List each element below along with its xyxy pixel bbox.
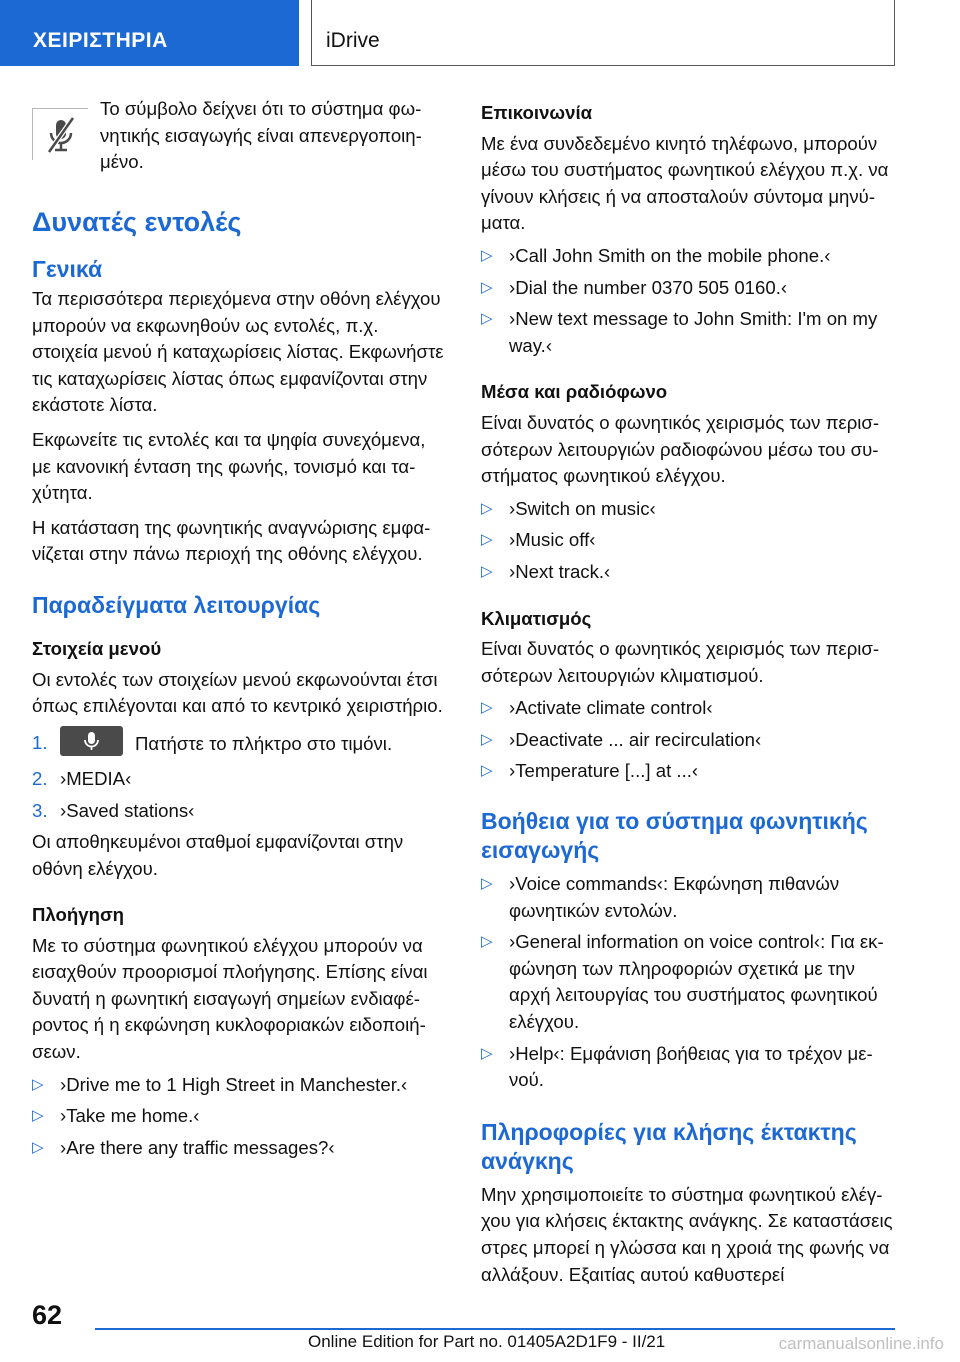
general-paragraph-2: Εκφωνείτε τις εντολές και τα ψηφία συνεχόμενα, με κανονική ένταση της φωνής, τονισμό και ταχύτητα. [32,428,426,504]
footer-rule [95,1328,895,1330]
footer-edition: Online Edition for Part no. 01405A2D1F9 - II/21 [308,1332,666,1351]
step-text: ›Saved stations‹ [60,800,195,822]
list-item [481,496,895,523]
bullet-triangle-icon: ▷ [481,933,493,951]
list-item [32,1135,446,1162]
list-item [32,1072,446,1099]
watermark: carmanualsonline.info [778,1334,944,1353]
list-item-text: ›Activate climate control‹ [509,697,713,719]
heading-climate: Κλιματισμός [481,607,592,629]
step-number: 2. [32,767,48,789]
heading-menu-items: Στοιχεία μενού [32,637,162,659]
list-item-text: ›Next track.‹ [509,560,611,582]
bullet-triangle-icon: ▷ [32,1107,44,1125]
list-item-text: ›Are there any traffic messages?‹ [60,1136,335,1158]
communication-paragraph: Με ένα συνδεδεμένο κινητό τηλέφωνο, μπορούν μέσω του συστήματος φωνητικού ελέγχου π.χ. να γίνουν κλήσεις ή να αποσταλούν σύντομα μηνύματα. [481,132,889,234]
chapter-title: iDrive [326,29,380,52]
list-item-text: ›New text message to John Smith: I'm on my way.‹ [509,308,878,356]
heading-communication: Επικοινωνία [481,102,593,123]
steering-wheel-mic-button [60,726,123,756]
mic-off-text: Το σύμβολο δείχνει ότι το σύστημα φωνητικής εισαγωγής είναι απενεργοποιημένο. [100,98,422,173]
list-item-text: ›Music off‹ [509,529,596,551]
help-commands [481,871,895,1094]
list-item [481,758,895,785]
bullet-triangle-icon: ▷ [481,531,493,549]
step-item [32,766,446,793]
list-item [481,1041,895,1094]
list-item-text: ›Call John Smith on the mobile phone.‹ [509,244,831,266]
stations-paragraph: Οι αποθηκευμένοι σταθμοί εμφανίζονται στην οθόνη ελέγχου. [32,830,404,879]
climate-paragraph: Είναι δυνατός ο φωνητικός χειρισμός των περισσότερων λειτουργιών κλιματισμού. [481,638,880,686]
bullet-triangle-icon: ▷ [481,562,493,580]
list-item [481,275,895,302]
bullet-triangle-icon: ▷ [481,310,493,328]
general-paragraph-3: Η κατάσταση της φωνητικής αναγνώρισης εμφανίζεται στην πάνω περιοχή της οθόνης ελέγχου. [32,516,431,565]
page-header [0,0,960,66]
bullet-triangle-icon: ▷ [481,246,493,264]
media-paragraph: Είναι δυνατός ο φωνητικός χειρισμός των περισσότερων λειτουργιών ραδιοφώνου μέσω του συστήματος φωνητικού ελέγχου. [481,411,880,487]
bullet-triangle-icon: ▷ [481,1044,493,1062]
navigation-commands [32,1072,446,1162]
communication-commands [481,243,895,359]
step-text: Πατήστε το πλήκτρο στο τιμόνι. [135,732,393,754]
general-paragraph-1: Τα περισσότερα περιεχόμενα στην οθόνη ελέγχου μπορούν να εκφωνηθούν ως εντολές, π.χ. στοιχεία μενού ή καταχωρίσεις λίστας. Εκφωνήστε τις καταχωρίσεις λίστας όπως εμφανίζονται στην εκάστοτε λίστα. [32,288,444,416]
heading-examples: Παραδείγματα λειτουργίας [32,591,321,618]
list-item-text: ›Drive me to 1 High Street in Manchester.‹ [60,1073,408,1095]
heading-emergency-info: Πληροφορίες για κλήσης έκτακτης ανάγκης [481,1118,857,1174]
bullet-triangle-icon: ▷ [481,762,493,780]
navigation-paragraph: Με το σύστημα φωνητικού ελέγχου μπορούν να εισαχθούν προορισμοί πλοήγησης. Επίσης είναι δυνατή η φωνητική εισαγωγή σημείων ενδιαφέροντος ή η εκφώνηση κυκλοφοριακών ειδοποιήσεων. [32,934,428,1063]
list-item [481,695,895,722]
heading-navigation: Πλοήγηση [32,904,125,926]
bullet-triangle-icon: ▷ [481,278,493,296]
list-item-text: ›Switch on music‹ [509,497,656,519]
list-item-text: ›Voice commands‹: Εκφώνηση πιθανών φωνητικών εντολών. [509,873,840,921]
list-item-text: ›Help‹: Εμφάνιση βοήθειας για το τρέχον μενού. [509,1042,873,1091]
list-item-text: ›Deactivate ... air recirculation‹ [509,728,762,750]
emergency-paragraph: Μην χρησιμοποιείτε το σύστημα φωνητικού ελέγχου για κλήσεις έκτακτης ανάγκης. Σε καταστάσεις στρες μπορεί η γλώσσα και η χροιά της φωνής να αλλάξουν. Εξαιτίας αυτού καθυστερεί [481,1183,893,1285]
step-number: 1. [32,731,48,753]
heading-general: Γενικά [32,256,103,282]
list-item [481,527,895,554]
menu-paragraph: Οι εντολές των στοιχείων μενού εκφωνούνται έτσι όπως επιλέγονται και από το κεντρικό χειριστήριο. [32,668,443,717]
list-item [481,306,895,359]
list-item [481,559,895,586]
media-commands [481,496,895,586]
bullet-triangle-icon: ▷ [32,1138,44,1156]
heading-possible-commands: Δυνατές εντολές [32,207,242,237]
heading-media-radio: Μέσα και ραδιόφωνο [481,381,668,403]
list-item-text: ›Take me home.‹ [60,1105,200,1127]
bullet-triangle-icon: ▷ [481,730,493,748]
microphone-icon [60,726,123,756]
section-title: ΧΕΙΡΙΣΤΗΡΙΑ [33,29,168,52]
page-number: 62 [32,1300,63,1330]
microphone-off-icon [32,108,88,160]
bullet-triangle-icon: ▷ [481,699,493,717]
bullet-triangle-icon: ▷ [481,875,493,893]
list-item-text: ›Temperature [...] at ...‹ [509,760,699,782]
chapter-tab [311,0,895,66]
right-column [481,96,895,1288]
list-item [481,243,895,270]
bullet-triangle-icon: ▷ [32,1075,44,1093]
step-item [32,730,446,760]
bullet-triangle-icon: ▷ [481,499,493,517]
section-tab [0,0,299,66]
left-column [32,96,446,1161]
heading-voice-help: Βοήθεια για το σύστημα φωνητικής εισαγωγής [481,808,868,864]
list-item [481,871,895,924]
mic-off-note [32,96,446,180]
list-item-text: ›Dial the number 0370 505 0160.‹ [509,276,788,298]
list-item-text: ›General information on voice control‹: Για εκφώνηση των πληροφοριών σχετικά με την αρχή λειτουργίας του συστήματος φωνητικού ελέγχου. [509,931,884,1033]
list-item [481,727,895,754]
climate-commands [481,695,895,785]
steps-list [32,730,446,825]
step-number: 3. [32,800,48,822]
list-item [32,1103,446,1130]
step-text: ›MEDIA‹ [60,767,132,789]
list-item [481,929,895,1035]
step-item [32,798,446,825]
